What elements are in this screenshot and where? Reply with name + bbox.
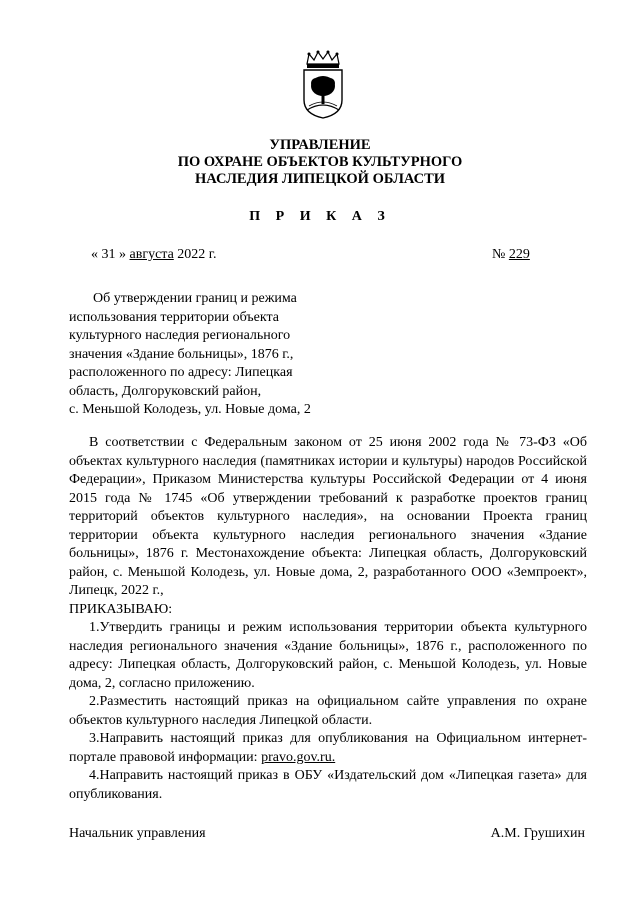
date-day: 31 (101, 247, 116, 262)
subject-line: значения «Здание больницы», 1876 г., (69, 346, 294, 362)
subject-line: Об утверждении границ и режима (93, 291, 297, 306)
order-item-4: 4.Направить настоящий приказ в ОБУ «Издательский дом «Липецкая газета» для опубликования. (69, 768, 587, 802)
order-item-1: 1.Утвердить границы и режим использования территории объекта культурного наследия регионального значения «Здание больницы», 1876 г., расположенного по адресу: Липецкая область, Долгоруковский район, с. Меньшой Колодезь, ул. Новые дома, 2, согласно приложению. (69, 620, 587, 691)
agency-title-line2: ПО ОХРАНЕ ОБЪЕКТОВ КУЛЬТУРНОГО (177, 154, 463, 170)
order-date (91, 246, 216, 264)
coat-of-arms-icon (299, 50, 347, 120)
date-close-quote: » (115, 247, 130, 262)
document-type: П Р И К А З (249, 209, 391, 224)
preamble-paragraph: В соответствии с Федеральным законом от 25 июня 2002 года № 73-ФЗ «Об объектах культурного наследия (памятниках истории и культуры) народов Российской Федерации», Приказом Министерства культуры Российской Федерации от 4 июня 2015 года № 1745 «Об утверждении требований к разработке проектов границ территорий объектов культурного наследия», на основании Проекта границ территории объекта культурного наследия регионального значения «Здание больницы», 1876 г. Местонахождение объекта: Липецкая область, Долгоруковский район, с. Меньшой Колодезь, ул. Новые дома, 2, разработанного ООО «Земпроект», Липецк, 2022 г., (69, 435, 587, 598)
order-body (69, 434, 587, 804)
agency-title-line3: НАСЛЕДИЯ ЛИПЕЦКОЙ ОБЛАСТИ (194, 171, 446, 187)
number-prefix: № (492, 247, 509, 262)
signatory-position: Начальник управления (69, 826, 206, 841)
date-month: августа (129, 247, 174, 262)
signatory-name: А.М. Грушихин (490, 826, 585, 841)
subject-line: культурного наследия регионального (69, 328, 291, 343)
date-open-quote: « (91, 247, 102, 262)
order-number (492, 246, 530, 264)
pravo-link[interactable]: pravo.gov.ru. (261, 749, 336, 765)
order-word: ПРИКАЗЫВАЮ: (69, 601, 173, 617)
subject-line: использования территории объекта (69, 309, 279, 325)
agency-title-line1: УПРАВЛЕНИЕ (269, 137, 371, 153)
subject-line: область, Долгоруковский район, (69, 383, 262, 399)
date-year: 2022 г. (173, 247, 217, 262)
order-item-2: 2.Разместить настоящий приказ на официальном сайте управления по охране объектов культурного наследия Липецкой области. (69, 694, 587, 728)
subject-line: расположенного по адресу: Липецкая (69, 365, 293, 380)
order-item-3-text: 3.Направить настоящий приказ для опубликования на Официальном интернет-портале правовой информации: (69, 731, 587, 765)
order-subject (69, 290, 349, 420)
number-value: 229 (508, 247, 530, 262)
order-item-3 (69, 730, 587, 767)
subject-line: с. Меньшой Колодезь, ул. Новые дома, 2 (69, 402, 311, 417)
